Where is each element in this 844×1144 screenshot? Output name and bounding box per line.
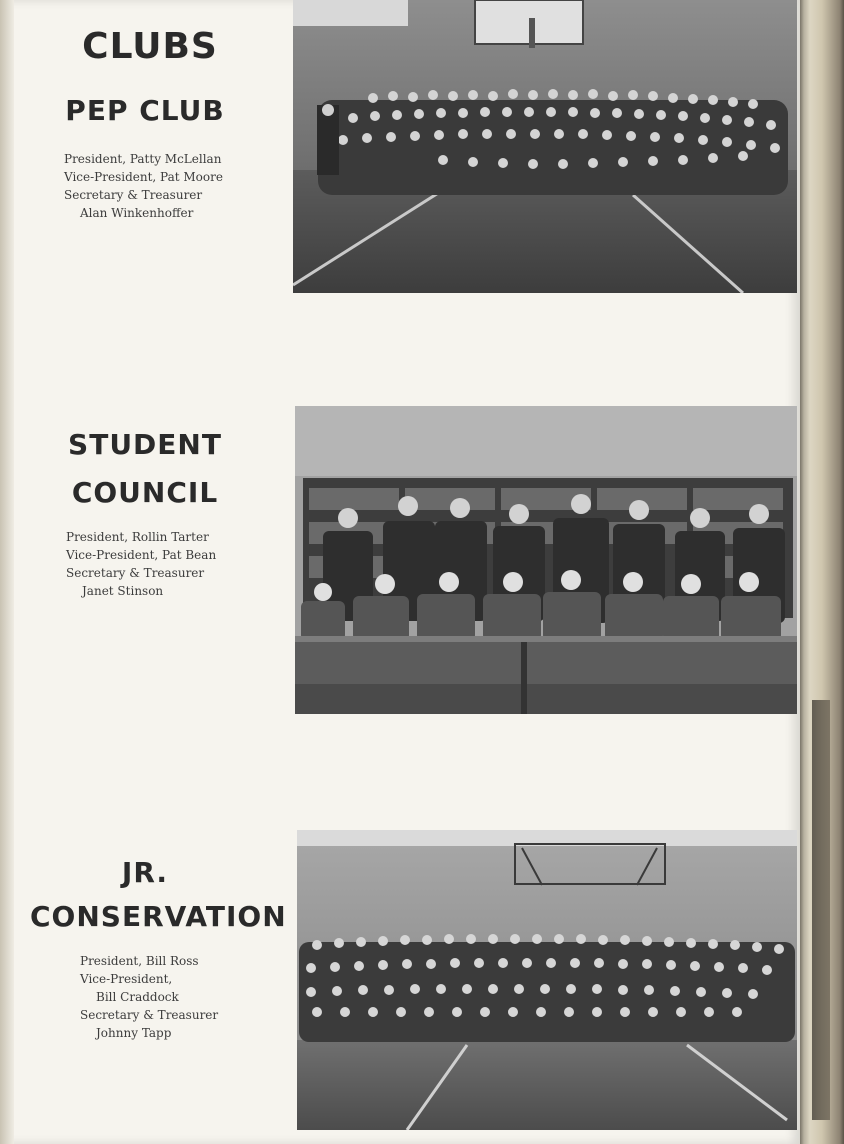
jr-conservation-heading-line-2: CONSERVATION <box>30 900 287 933</box>
student-council-heading-line-1: STUDENT <box>68 428 222 461</box>
book-page-edge-shadow <box>812 700 830 1120</box>
officer-line: Alan Winkenhoffer <box>80 206 194 220</box>
officer-line: President, Patty McLellan <box>64 152 222 166</box>
jr-conservation-photo <box>297 830 797 1130</box>
pep-club-group-photo <box>293 0 797 293</box>
officer-line: Secretary & Treasurer <box>64 188 203 202</box>
student-council-officers <box>66 528 216 600</box>
jr-conservation-group-photo <box>297 830 797 1130</box>
officer-line: Johnny Tapp <box>96 1026 172 1040</box>
pep-club-officers <box>64 150 223 222</box>
jr-conservation-heading-line-1: JR. <box>121 856 169 889</box>
officer-line: Vice-President, <box>80 972 173 986</box>
page-binding <box>0 0 14 1144</box>
pep-club-photo <box>293 0 797 293</box>
officer-line: Secretary & Treasurer <box>66 566 205 580</box>
pep-club-heading: PEP CLUB <box>65 94 225 127</box>
officer-line: Vice-President, Pat Bean <box>66 548 217 562</box>
officer-line: Bill Craddock <box>96 990 179 1004</box>
jr-conservation-officers <box>80 952 218 1042</box>
officer-line: President, Rollin Tarter <box>66 530 209 544</box>
student-council-heading-line-2: COUNCIL <box>71 476 219 509</box>
student-council-photo <box>295 406 797 714</box>
officer-line: Janet Stinson <box>82 584 164 598</box>
page-title: CLUBS <box>82 26 218 67</box>
officer-line: President, Bill Ross <box>80 954 199 968</box>
student-council-group-photo <box>295 406 797 714</box>
officer-line: Secretary & Treasurer <box>80 1008 219 1022</box>
officer-line: Vice-President, Pat Moore <box>64 170 223 184</box>
